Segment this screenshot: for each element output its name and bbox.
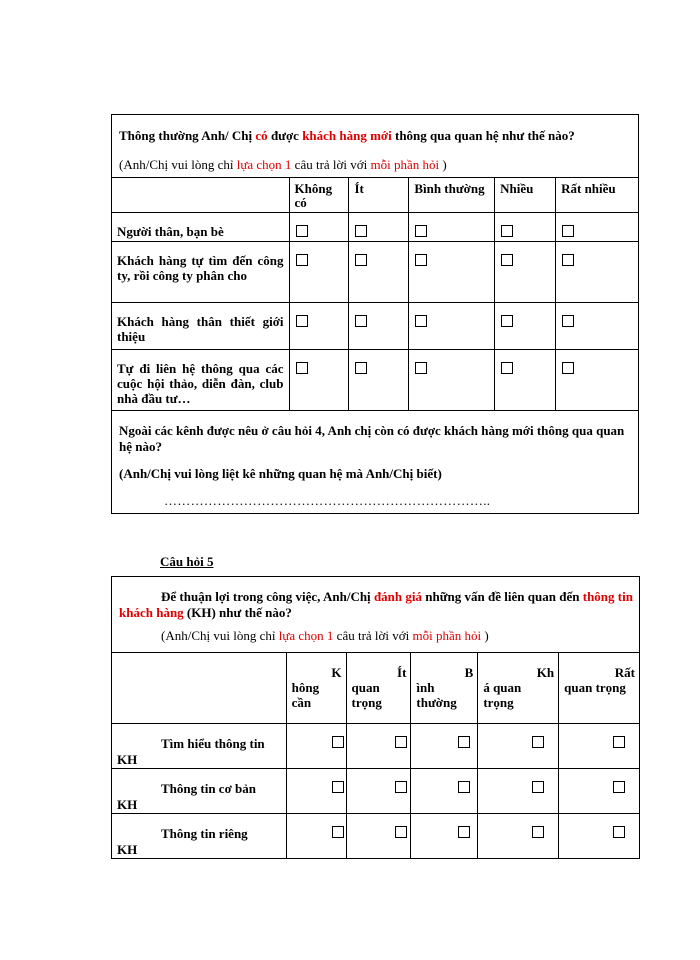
checkbox[interactable] [562, 362, 574, 374]
checkbox[interactable] [296, 315, 308, 327]
column-header: Không có [289, 178, 349, 213]
question5-table [111, 576, 640, 859]
checkbox[interactable] [613, 736, 625, 748]
open-question [112, 411, 639, 514]
row-label: Tìm hiểu thông tin KH [112, 724, 287, 769]
question4-instruction: (Anh/Chị vui lòng chỉ lựa chọn 1 câu trả lời với mỗi phần hỏi ) [119, 157, 447, 172]
question5-column-headers [112, 653, 640, 724]
column-header: Bình thường [409, 178, 495, 213]
checkbox[interactable] [613, 826, 625, 838]
checkbox[interactable] [501, 225, 513, 237]
column-header: Ít quan trọng [346, 653, 411, 724]
question5-title: Để thuận lợi trong công việc, Anh/Chị đánh giá những vấn đề liên quan đến thông tin khách hàng (KH) như thế nào? [119, 589, 633, 620]
table-row [112, 350, 639, 411]
checkbox[interactable] [562, 254, 574, 266]
checkbox[interactable] [332, 781, 344, 793]
table-row [112, 303, 639, 350]
checkbox[interactable] [415, 254, 427, 266]
row-label: Tự đi liên hệ thông qua các cuộc hội thảo, diễn đàn, club nhà đầu tư… [112, 350, 290, 411]
column-header: Ít [349, 178, 409, 213]
checkbox[interactable] [458, 781, 470, 793]
checkbox[interactable] [532, 826, 544, 838]
checkbox[interactable] [395, 826, 407, 838]
empty-header-cell [112, 653, 287, 724]
question5-header [112, 577, 640, 653]
open-question-instruction: (Anh/Chị vui lòng liệt kê những quan hệ mà Anh/Chị biết) [119, 466, 442, 481]
checkbox[interactable] [458, 736, 470, 748]
row-label: Thông tin cơ bản KH [112, 769, 287, 814]
checkbox[interactable] [355, 225, 367, 237]
table-row [112, 213, 639, 242]
question4-column-headers [112, 178, 639, 213]
row-label: Người thân, bạn bè [112, 213, 290, 242]
column-header: Kh á quan trọng [478, 653, 559, 724]
checkbox[interactable] [562, 225, 574, 237]
row-label: Thông tin riêng KH [112, 814, 287, 859]
checkbox[interactable] [395, 736, 407, 748]
question5-heading: Câu hỏi 5 [160, 554, 214, 569]
column-header: K hông cần [286, 653, 346, 724]
checkbox[interactable] [296, 362, 308, 374]
checkbox[interactable] [562, 315, 574, 327]
checkbox[interactable] [332, 736, 344, 748]
question4-table [111, 114, 639, 514]
table-row [112, 242, 639, 303]
checkbox[interactable] [415, 225, 427, 237]
answer-line[interactable]: ……………………………………………………………….. [164, 493, 491, 508]
checkbox[interactable] [296, 254, 308, 266]
empty-header-cell [112, 178, 290, 213]
checkbox[interactable] [296, 225, 308, 237]
checkbox[interactable] [332, 826, 344, 838]
column-header: Nhiều [495, 178, 556, 213]
checkbox[interactable] [613, 781, 625, 793]
question5-instruction: (Anh/Chị vui lòng chỉ lựa chọn 1 câu trả lời với mỗi phần hỏi ) [161, 628, 489, 643]
checkbox[interactable] [415, 362, 427, 374]
checkbox[interactable] [415, 315, 427, 327]
row-label: Khách hàng tự tìm đến công ty, rồi công ty phân cho [112, 242, 290, 303]
checkbox[interactable] [355, 362, 367, 374]
checkbox[interactable] [532, 736, 544, 748]
column-header: Rất quan trọng [559, 653, 640, 724]
checkbox[interactable] [355, 315, 367, 327]
table-row [112, 814, 640, 859]
checkbox[interactable] [355, 254, 367, 266]
checkbox[interactable] [501, 362, 513, 374]
table-row [112, 724, 640, 769]
checkbox[interactable] [532, 781, 544, 793]
column-header: B ình thường [411, 653, 478, 724]
checkbox[interactable] [395, 781, 407, 793]
column-header: Rất nhiều [556, 178, 639, 213]
table-row [112, 769, 640, 814]
open-question-text: Ngoài các kênh được nêu ở câu hỏi 4, Anh chị còn có được khách hàng mới thông qua quan hệ nào? [119, 423, 625, 454]
checkbox[interactable] [501, 254, 513, 266]
checkbox[interactable] [458, 826, 470, 838]
row-label: Khách hàng thân thiết giới thiệu [112, 303, 290, 350]
checkbox[interactable] [501, 315, 513, 327]
question4-header [112, 115, 639, 178]
question4-title: Thông thường Anh/ Chị có được khách hàng mới thông qua quan hệ như thế nào? [119, 128, 575, 143]
